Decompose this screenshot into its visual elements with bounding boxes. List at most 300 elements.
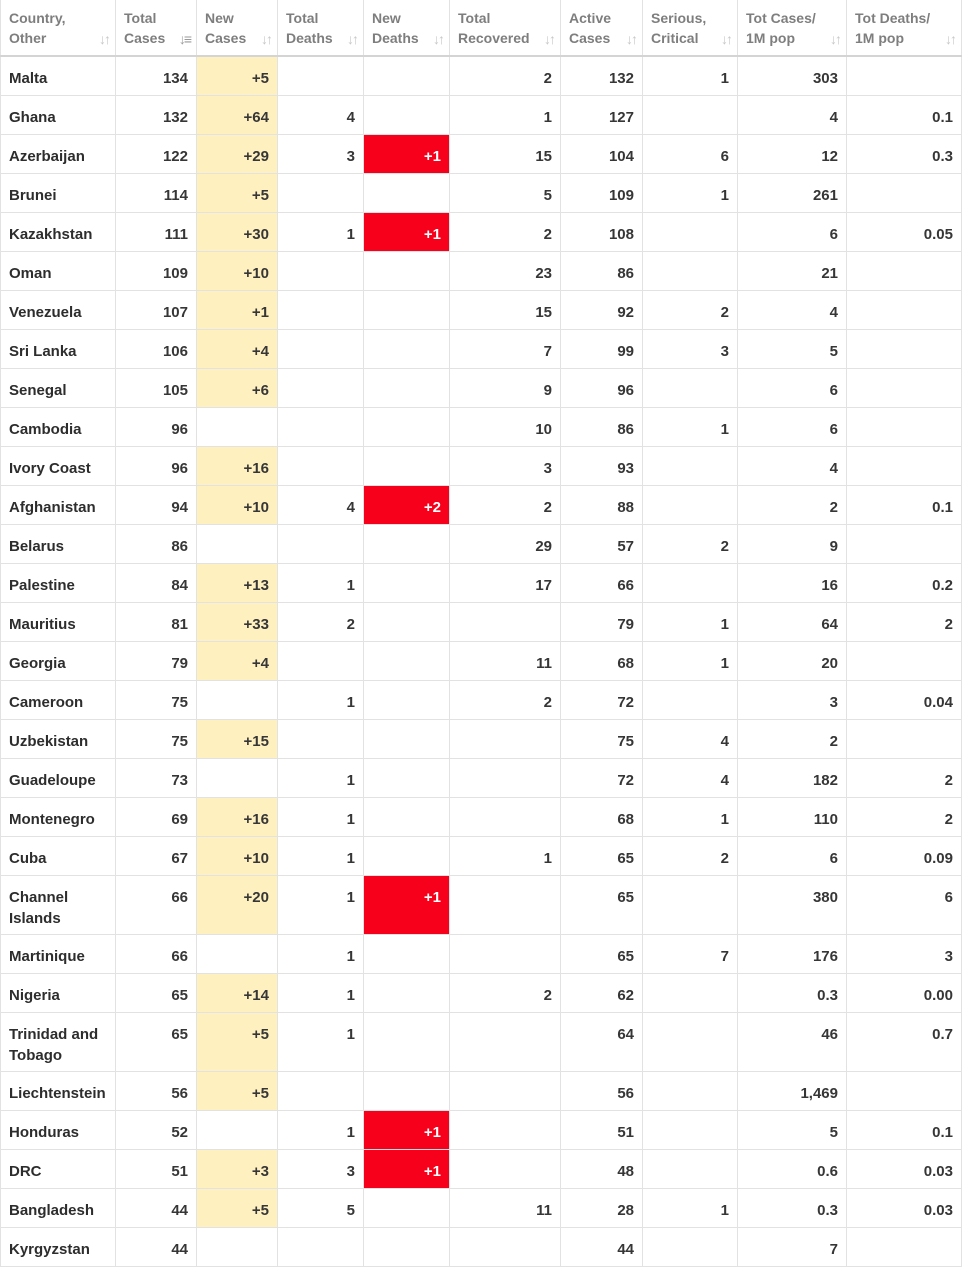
- table-row: [1, 1071, 962, 1110]
- cell-new-deaths: [364, 641, 450, 680]
- cell-country[interactable]: Martinique: [1, 934, 116, 973]
- cell-total-recovered: 3: [450, 446, 561, 485]
- cell-active-cases: 57: [561, 524, 643, 563]
- cell-total-deaths: 1: [278, 836, 364, 875]
- table-row: [1, 934, 962, 973]
- cell-serious-critical: [643, 485, 738, 524]
- cell-new-deaths: [364, 563, 450, 602]
- cell-total-recovered: 5: [450, 173, 561, 212]
- cell-active-cases: 104: [561, 134, 643, 173]
- cell-new-deaths: +1: [364, 875, 450, 934]
- cell-active-cases: 108: [561, 212, 643, 251]
- cell-new-deaths: [364, 1012, 450, 1071]
- cell-total-recovered: [450, 934, 561, 973]
- cell-cases-per-1m: 46: [738, 1012, 847, 1071]
- cell-total-deaths: [278, 251, 364, 290]
- table-row: [1, 212, 962, 251]
- cell-country[interactable]: Palestine: [1, 563, 116, 602]
- cell-serious-critical: [643, 1110, 738, 1149]
- cell-active-cases: 72: [561, 680, 643, 719]
- cell-total-cases: 84: [116, 563, 197, 602]
- cell-country[interactable]: Guadeloupe: [1, 758, 116, 797]
- cell-serious-critical: [643, 95, 738, 134]
- cell-cases-per-1m: 2: [738, 485, 847, 524]
- cell-new-cases: +20: [197, 875, 278, 934]
- cell-deaths-per-1m: [847, 524, 962, 563]
- cell-country[interactable]: Georgia: [1, 641, 116, 680]
- table-row: [1, 836, 962, 875]
- cell-active-cases: 88: [561, 485, 643, 524]
- cell-new-deaths: +1: [364, 134, 450, 173]
- cell-total-deaths: [278, 1071, 364, 1110]
- cell-cases-per-1m: 4: [738, 446, 847, 485]
- cell-cases-per-1m: 20: [738, 641, 847, 680]
- cell-new-cases: [197, 524, 278, 563]
- table-row: [1, 797, 962, 836]
- cell-total-cases: 96: [116, 407, 197, 446]
- table-row: [1, 563, 962, 602]
- cell-serious-critical: [643, 1071, 738, 1110]
- cell-serious-critical: 1: [643, 641, 738, 680]
- column-header-active-cases[interactable]: [561, 0, 643, 56]
- cell-total-cases: 111: [116, 212, 197, 251]
- cell-country[interactable]: Malta: [1, 56, 116, 95]
- cell-cases-per-1m: 16: [738, 563, 847, 602]
- cell-country[interactable]: Sri Lanka: [1, 329, 116, 368]
- cell-total-cases: 79: [116, 641, 197, 680]
- table-row: [1, 641, 962, 680]
- cell-active-cases: 65: [561, 836, 643, 875]
- sort-icon[interactable]: ↓↑: [626, 31, 636, 47]
- cell-total-deaths: [278, 719, 364, 758]
- column-header-label-line2: Deaths: [372, 30, 419, 46]
- cell-total-deaths: [278, 173, 364, 212]
- sort-icon[interactable]: ↓↑: [544, 31, 554, 47]
- cell-country[interactable]: Liechtenstein: [1, 1071, 116, 1110]
- column-header-label-line1: Serious,: [651, 10, 707, 26]
- cell-new-cases: [197, 1227, 278, 1266]
- column-header-total-deaths[interactable]: [278, 0, 364, 56]
- cell-serious-critical: [643, 1012, 738, 1071]
- cell-country[interactable]: Trinidad and Tobago: [1, 1012, 116, 1071]
- cell-active-cases: 132: [561, 56, 643, 95]
- column-header-new-cases[interactable]: [197, 0, 278, 56]
- cell-active-cases: 51: [561, 1110, 643, 1149]
- cell-total-cases: 67: [116, 836, 197, 875]
- column-header-label-line1: Total: [458, 10, 491, 26]
- cell-country[interactable]: Cuba: [1, 836, 116, 875]
- cell-total-recovered: 15: [450, 290, 561, 329]
- table-row: [1, 407, 962, 446]
- cell-serious-critical: 2: [643, 836, 738, 875]
- cell-deaths-per-1m: 0.03: [847, 1149, 962, 1188]
- cell-cases-per-1m: 5: [738, 329, 847, 368]
- cell-cases-per-1m: 4: [738, 95, 847, 134]
- cell-total-recovered: 1: [450, 836, 561, 875]
- cell-active-cases: 93: [561, 446, 643, 485]
- column-header-new-deaths[interactable]: [364, 0, 450, 56]
- cell-new-cases: +5: [197, 56, 278, 95]
- cell-total-deaths: [278, 446, 364, 485]
- cell-active-cases: 68: [561, 641, 643, 680]
- cell-active-cases: 56: [561, 1071, 643, 1110]
- cell-total-cases: 65: [116, 1012, 197, 1071]
- cell-total-recovered: [450, 1149, 561, 1188]
- cell-deaths-per-1m: 0.2: [847, 563, 962, 602]
- cell-new-cases: +4: [197, 329, 278, 368]
- cell-active-cases: 62: [561, 973, 643, 1012]
- cell-cases-per-1m: 1,469: [738, 1071, 847, 1110]
- cell-serious-critical: [643, 1149, 738, 1188]
- cell-cases-per-1m: 303: [738, 56, 847, 95]
- sort-icon[interactable]: ↓↑: [347, 31, 357, 47]
- column-header-label-line1: Country,: [9, 10, 66, 26]
- cell-total-deaths: [278, 329, 364, 368]
- cell-new-deaths: [364, 1188, 450, 1227]
- cell-total-cases: 75: [116, 680, 197, 719]
- table-row: [1, 173, 962, 212]
- column-header-tot-cases-per-1m-pop[interactable]: [738, 0, 847, 56]
- cell-total-recovered: 29: [450, 524, 561, 563]
- cell-deaths-per-1m: [847, 446, 962, 485]
- cell-serious-critical: 7: [643, 934, 738, 973]
- cell-deaths-per-1m: 2: [847, 797, 962, 836]
- cell-new-cases: +10: [197, 485, 278, 524]
- column-header-label-line2: Critical: [651, 30, 699, 46]
- cell-total-recovered: 10: [450, 407, 561, 446]
- cell-total-cases: 105: [116, 368, 197, 407]
- column-header-total-cases[interactable]: [116, 0, 197, 56]
- cell-new-deaths: [364, 934, 450, 973]
- cell-total-deaths: [278, 56, 364, 95]
- cell-deaths-per-1m: 0.05: [847, 212, 962, 251]
- cell-total-deaths: 4: [278, 95, 364, 134]
- cell-new-cases: +33: [197, 602, 278, 641]
- cell-active-cases: 64: [561, 1012, 643, 1071]
- cell-new-cases: +15: [197, 719, 278, 758]
- cell-total-deaths: [278, 290, 364, 329]
- column-header-label-line2: Other: [9, 30, 47, 46]
- column-header-label-line1: Total: [124, 10, 157, 26]
- cell-total-recovered: 2: [450, 212, 561, 251]
- cell-new-deaths: [364, 719, 450, 758]
- cell-serious-critical: 4: [643, 758, 738, 797]
- cell-total-recovered: [450, 875, 561, 934]
- cell-country[interactable]: Honduras: [1, 1110, 116, 1149]
- cell-serious-critical: 6: [643, 134, 738, 173]
- cell-country[interactable]: Brunei: [1, 173, 116, 212]
- cell-total-recovered: [450, 602, 561, 641]
- cell-country[interactable]: Cambodia: [1, 407, 116, 446]
- table-row: [1, 758, 962, 797]
- sort-icon[interactable]: ↓↑: [433, 31, 443, 47]
- cell-total-recovered: 2: [450, 973, 561, 1012]
- cell-total-deaths: 2: [278, 602, 364, 641]
- cell-cases-per-1m: 2: [738, 719, 847, 758]
- cell-total-cases: 81: [116, 602, 197, 641]
- cell-total-cases: 122: [116, 134, 197, 173]
- cell-new-deaths: [364, 368, 450, 407]
- cell-country[interactable]: Kazakhstan: [1, 212, 116, 251]
- table-header: [1, 0, 962, 56]
- cell-new-cases: +10: [197, 251, 278, 290]
- cell-deaths-per-1m: 0.00: [847, 973, 962, 1012]
- cell-deaths-per-1m: 2: [847, 602, 962, 641]
- cell-cases-per-1m: 176: [738, 934, 847, 973]
- column-header-label-line2: Deaths: [286, 30, 333, 46]
- cell-cases-per-1m: 6: [738, 836, 847, 875]
- cell-country[interactable]: Mauritius: [1, 602, 116, 641]
- cell-total-deaths: 1: [278, 797, 364, 836]
- table-row: [1, 1149, 962, 1188]
- cell-country[interactable]: Afghanistan: [1, 485, 116, 524]
- cell-cases-per-1m: 21: [738, 251, 847, 290]
- cell-cases-per-1m: 6: [738, 368, 847, 407]
- cell-cases-per-1m: 110: [738, 797, 847, 836]
- cell-cases-per-1m: 261: [738, 173, 847, 212]
- cell-country[interactable]: Bangladesh: [1, 1188, 116, 1227]
- cell-new-cases: +10: [197, 836, 278, 875]
- cell-total-deaths: 1: [278, 680, 364, 719]
- cell-total-deaths: 1: [278, 973, 364, 1012]
- table-row: [1, 485, 962, 524]
- cell-total-deaths: 1: [278, 1012, 364, 1071]
- cell-new-deaths: +1: [364, 1110, 450, 1149]
- cell-serious-critical: 3: [643, 329, 738, 368]
- cell-serious-critical: 1: [643, 56, 738, 95]
- cell-cases-per-1m: 4: [738, 290, 847, 329]
- table-row: [1, 95, 962, 134]
- cell-serious-critical: 1: [643, 797, 738, 836]
- cell-deaths-per-1m: [847, 290, 962, 329]
- sort-desc-icon[interactable]: ↓≡: [178, 31, 190, 47]
- cell-cases-per-1m: 6: [738, 212, 847, 251]
- cell-new-cases: +30: [197, 212, 278, 251]
- cell-country[interactable]: Cameroon: [1, 680, 116, 719]
- cell-active-cases: 127: [561, 95, 643, 134]
- cell-country[interactable]: Oman: [1, 251, 116, 290]
- cell-deaths-per-1m: [847, 329, 962, 368]
- cell-new-deaths: [364, 1227, 450, 1266]
- cell-new-deaths: [364, 524, 450, 563]
- cell-new-cases: +5: [197, 1188, 278, 1227]
- sort-icon[interactable]: ↓↑: [830, 31, 840, 47]
- cell-new-cases: +5: [197, 173, 278, 212]
- cell-new-deaths: [364, 797, 450, 836]
- table-row: [1, 290, 962, 329]
- cell-country[interactable]: Montenegro: [1, 797, 116, 836]
- cell-cases-per-1m: 0.6: [738, 1149, 847, 1188]
- cell-total-deaths: 3: [278, 134, 364, 173]
- cell-total-deaths: [278, 524, 364, 563]
- cell-serious-critical: 1: [643, 1188, 738, 1227]
- column-header-label-line1: New: [205, 10, 234, 26]
- cell-total-recovered: 15: [450, 134, 561, 173]
- cell-active-cases: 96: [561, 368, 643, 407]
- cell-new-deaths: [364, 446, 450, 485]
- table-row: [1, 56, 962, 95]
- cell-active-cases: 99: [561, 329, 643, 368]
- cell-cases-per-1m: 182: [738, 758, 847, 797]
- column-header-country-other[interactable]: [1, 0, 116, 56]
- table-row: [1, 446, 962, 485]
- cell-new-cases: [197, 934, 278, 973]
- cell-serious-critical: [643, 1227, 738, 1266]
- table-row: [1, 602, 962, 641]
- cell-country[interactable]: Senegal: [1, 368, 116, 407]
- cell-total-cases: 132: [116, 95, 197, 134]
- cell-total-recovered: 7: [450, 329, 561, 368]
- sort-icon[interactable]: ↓↑: [721, 31, 731, 47]
- cell-total-cases: 75: [116, 719, 197, 758]
- cell-total-recovered: 9: [450, 368, 561, 407]
- table-row: [1, 875, 962, 934]
- cell-active-cases: 86: [561, 407, 643, 446]
- cell-new-deaths: [364, 251, 450, 290]
- cell-serious-critical: [643, 446, 738, 485]
- cell-total-cases: 66: [116, 934, 197, 973]
- cell-deaths-per-1m: [847, 641, 962, 680]
- table-row: [1, 134, 962, 173]
- cell-new-deaths: [364, 836, 450, 875]
- cell-country[interactable]: Channel Islands: [1, 875, 116, 934]
- cell-country[interactable]: Nigeria: [1, 973, 116, 1012]
- column-header-label-line2: 1M pop: [746, 30, 795, 46]
- cell-total-recovered: 2: [450, 56, 561, 95]
- cell-new-deaths: +2: [364, 485, 450, 524]
- cell-deaths-per-1m: 2: [847, 758, 962, 797]
- sort-icon[interactable]: ↓↑: [945, 31, 955, 47]
- cell-total-cases: 73: [116, 758, 197, 797]
- cell-serious-critical: [643, 251, 738, 290]
- cell-active-cases: 48: [561, 1149, 643, 1188]
- cell-cases-per-1m: 7: [738, 1227, 847, 1266]
- cell-total-cases: 44: [116, 1188, 197, 1227]
- cell-total-recovered: [450, 1012, 561, 1071]
- cell-new-cases: +1: [197, 290, 278, 329]
- cell-total-deaths: [278, 641, 364, 680]
- cell-active-cases: 68: [561, 797, 643, 836]
- sort-icon[interactable]: ↓↑: [261, 31, 271, 47]
- cell-deaths-per-1m: 0.09: [847, 836, 962, 875]
- cell-deaths-per-1m: 3: [847, 934, 962, 973]
- column-header-label-line2: Cases: [124, 30, 166, 46]
- cell-deaths-per-1m: [847, 407, 962, 446]
- cell-country[interactable]: Ghana: [1, 95, 116, 134]
- table-row: [1, 973, 962, 1012]
- cell-serious-critical: [643, 368, 738, 407]
- cell-country[interactable]: Uzbekistan: [1, 719, 116, 758]
- cell-new-cases: [197, 407, 278, 446]
- cell-active-cases: 86: [561, 251, 643, 290]
- cell-deaths-per-1m: [847, 173, 962, 212]
- column-header-label-line2: Cases: [205, 30, 247, 46]
- cell-deaths-per-1m: [847, 368, 962, 407]
- table-row: [1, 680, 962, 719]
- table-row: [1, 329, 962, 368]
- cell-total-recovered: 2: [450, 680, 561, 719]
- cell-deaths-per-1m: 6: [847, 875, 962, 934]
- cell-total-cases: 51: [116, 1149, 197, 1188]
- column-header-label-line2: Cases: [569, 30, 611, 46]
- cell-total-recovered: [450, 797, 561, 836]
- cell-total-recovered: 11: [450, 641, 561, 680]
- cell-new-cases: +29: [197, 134, 278, 173]
- cell-cases-per-1m: 0.3: [738, 1188, 847, 1227]
- cell-country[interactable]: Azerbaijan: [1, 134, 116, 173]
- cell-deaths-per-1m: [847, 56, 962, 95]
- cell-cases-per-1m: 5: [738, 1110, 847, 1149]
- cell-new-deaths: [364, 758, 450, 797]
- cell-new-cases: [197, 1110, 278, 1149]
- table-row: [1, 251, 962, 290]
- table-row: [1, 368, 962, 407]
- cell-new-cases: +64: [197, 95, 278, 134]
- table-row: [1, 1188, 962, 1227]
- cell-serious-critical: 1: [643, 173, 738, 212]
- cell-new-deaths: +1: [364, 1149, 450, 1188]
- cell-new-deaths: [364, 1071, 450, 1110]
- cell-cases-per-1m: 0.3: [738, 973, 847, 1012]
- cell-country[interactable]: Kyrgyzstan: [1, 1227, 116, 1266]
- cell-total-deaths: [278, 1227, 364, 1266]
- cell-total-cases: 56: [116, 1071, 197, 1110]
- cell-country[interactable]: Venezuela: [1, 290, 116, 329]
- table-row: [1, 1110, 962, 1149]
- cell-new-deaths: +1: [364, 212, 450, 251]
- cell-deaths-per-1m: [847, 1227, 962, 1266]
- cell-serious-critical: 1: [643, 407, 738, 446]
- cell-total-deaths: 1: [278, 563, 364, 602]
- column-header-tot-deaths-per-1m-pop[interactable]: [847, 0, 962, 56]
- table-row: [1, 1227, 962, 1266]
- cell-new-deaths: [364, 56, 450, 95]
- cell-total-deaths: 1: [278, 758, 364, 797]
- cell-serious-critical: 2: [643, 290, 738, 329]
- column-header-total-recovered[interactable]: [450, 0, 561, 56]
- cell-total-cases: 114: [116, 173, 197, 212]
- cell-country[interactable]: DRC: [1, 1149, 116, 1188]
- cell-deaths-per-1m: 0.3: [847, 134, 962, 173]
- cell-total-deaths: 1: [278, 875, 364, 934]
- cell-deaths-per-1m: 0.03: [847, 1188, 962, 1227]
- cell-serious-critical: 2: [643, 524, 738, 563]
- column-header-serious-critical[interactable]: [643, 0, 738, 56]
- cell-country[interactable]: Ivory Coast: [1, 446, 116, 485]
- cell-total-recovered: 2: [450, 485, 561, 524]
- cell-country[interactable]: Belarus: [1, 524, 116, 563]
- cell-new-deaths: [364, 95, 450, 134]
- cell-active-cases: 92: [561, 290, 643, 329]
- cell-active-cases: 65: [561, 875, 643, 934]
- cell-new-cases: [197, 758, 278, 797]
- cell-total-deaths: 1: [278, 934, 364, 973]
- cell-total-cases: 66: [116, 875, 197, 934]
- cell-new-cases: +3: [197, 1149, 278, 1188]
- cell-total-cases: 65: [116, 973, 197, 1012]
- header-row: [1, 0, 962, 56]
- cell-active-cases: 28: [561, 1188, 643, 1227]
- cell-total-cases: 134: [116, 56, 197, 95]
- cell-deaths-per-1m: [847, 1071, 962, 1110]
- cell-serious-critical: 1: [643, 602, 738, 641]
- cell-new-cases: +4: [197, 641, 278, 680]
- cell-deaths-per-1m: 0.7: [847, 1012, 962, 1071]
- cell-cases-per-1m: 380: [738, 875, 847, 934]
- sort-icon[interactable]: ↓↑: [99, 31, 109, 47]
- cell-total-cases: 52: [116, 1110, 197, 1149]
- cell-total-recovered: 11: [450, 1188, 561, 1227]
